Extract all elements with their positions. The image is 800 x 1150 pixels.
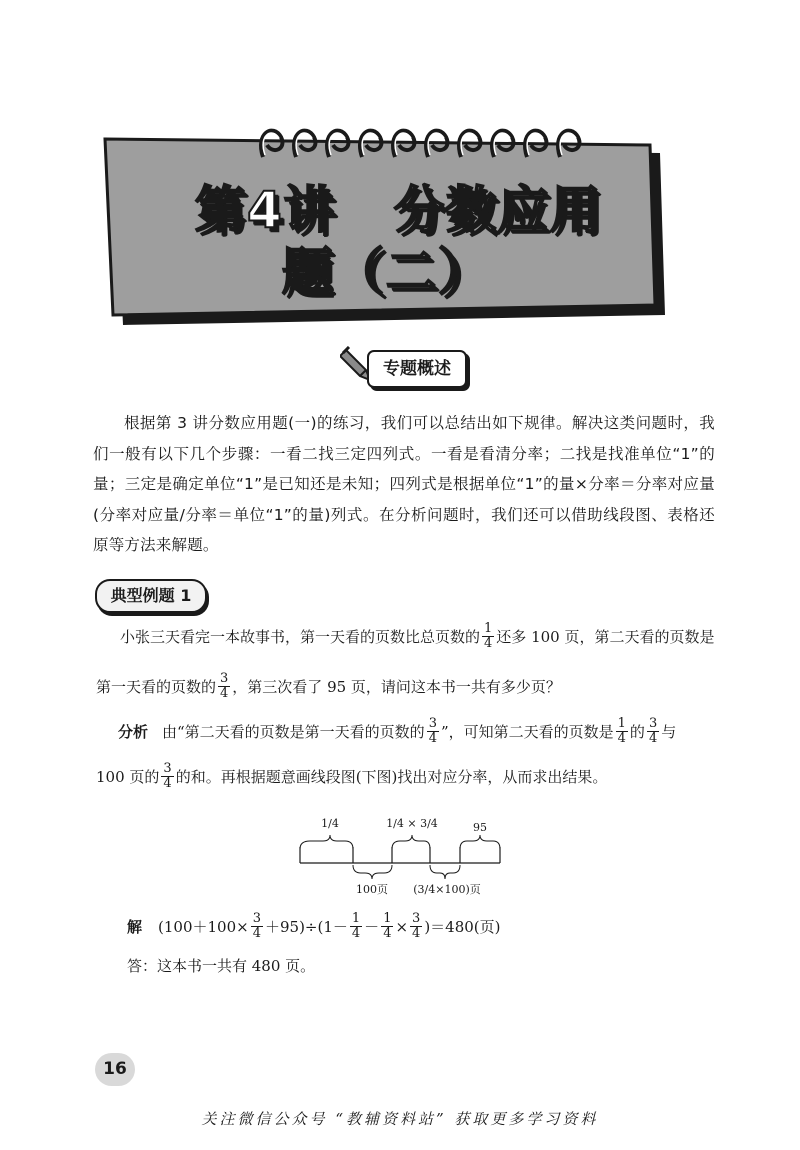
analysis-text: 的和。再根据题意画线段图(下图)找出对应分率，从而求出结果。	[175, 768, 608, 786]
brace-first-day	[300, 835, 353, 849]
fraction-denominator: 4	[648, 731, 658, 746]
fraction-denominator: 4	[220, 686, 229, 701]
analysis-text: 100 页的	[96, 768, 160, 786]
fraction	[647, 717, 659, 746]
brace-100-pages	[353, 865, 392, 879]
analysis-text: 由“第二天看的页数是第一天看的页数的	[162, 723, 425, 741]
fraction-denominator: 4	[351, 926, 361, 941]
analysis-text: 的	[629, 723, 645, 741]
fraction	[410, 912, 422, 941]
fraction-denominator: 4	[383, 926, 392, 941]
fraction-denominator: 4	[252, 926, 261, 941]
solution-label: 解	[127, 918, 143, 936]
solution-line	[127, 912, 501, 941]
segment-diagram	[295, 815, 510, 910]
fraction-numerator: 3	[220, 671, 229, 686]
diagram-top-label-3: 95	[473, 821, 487, 834]
fraction-numerator: 3	[648, 716, 658, 731]
solution-text: －	[364, 918, 380, 936]
brace-extra-pages	[430, 865, 460, 879]
fraction	[616, 717, 628, 746]
brace-third-day	[460, 835, 500, 849]
solution-text: ＋95)÷(1－	[264, 918, 348, 936]
problem-text: 第一天看的页数的	[96, 678, 217, 696]
diagram-top-label-1: 1/4	[321, 817, 339, 830]
solution-text: ×	[395, 917, 409, 936]
fraction-numerator: 3	[428, 716, 437, 731]
footer-note: 关注微信公众号 “教辅资料站” 获取更多学习资料	[201, 1110, 599, 1128]
analysis-text: 与	[661, 723, 677, 741]
fraction-denominator: 4	[412, 926, 421, 941]
fraction-denominator: 4	[428, 731, 437, 746]
fraction-numerator: 1	[617, 716, 626, 731]
fraction	[381, 912, 393, 941]
answer-line: 答：这本书一共有 480 页。	[127, 957, 316, 975]
fraction	[427, 717, 439, 746]
analysis-line-1	[118, 717, 676, 746]
solution-text: (100＋100×	[158, 918, 249, 936]
fraction-numerator: 3	[412, 911, 421, 926]
problem-line-2	[96, 672, 561, 701]
fraction-numerator: 1	[351, 911, 361, 926]
analysis-text: ”，可知第二天看的页数是	[440, 723, 614, 741]
fraction-denominator: 4	[484, 636, 493, 651]
problem-text: 还多 100 页，第二天看的页数是	[496, 628, 715, 646]
page-number: 16	[95, 1053, 135, 1086]
problem-text: ，第三次看了 95 页，请问这本书一共有多少页？	[232, 678, 561, 696]
fraction	[350, 912, 362, 941]
analysis-line-2	[96, 762, 607, 791]
solution-text: )＝480(页)	[424, 918, 501, 936]
fraction	[251, 912, 263, 941]
overview-paragraph: 根据第 3 讲分数应用题(一)的练习，我们可以总结出如下规律。解决这类问题时，我们一般有以下几个步骤：一看二找三定四列式。一看是看清分率；二找是找准单位“1”的量；三定是确定单位“1”是已知还是未知；四列式是根据单位“1”的量×分率＝分率对应量(分率对应量/分率＝单位“1”的量)列式。在分析问题时，我们还可以借助线段图、表格还原等方法来解题。	[93, 414, 715, 554]
fraction-numerator: 1	[484, 621, 493, 636]
fraction-denominator: 4	[617, 731, 626, 746]
fraction-numerator: 3	[252, 911, 261, 926]
problem-line-1	[120, 622, 714, 651]
fraction-numerator: 1	[383, 911, 392, 926]
fraction	[482, 622, 494, 651]
diagram-top-label-2: 1/4 × 3/4	[386, 817, 438, 830]
brace-second-day	[392, 835, 430, 849]
problem-text: 小张三天看完一本故事书，第一天看的页数比总页数的	[120, 628, 481, 646]
overview-heading: 专题概述	[367, 350, 467, 388]
fraction-denominator: 4	[163, 776, 172, 791]
diagram-bottom-label-2: (3/4×100)页	[413, 883, 481, 896]
fraction-numerator: 3	[163, 761, 172, 776]
chapter-title-line-1: 第4讲 分数应用	[195, 181, 603, 239]
fraction	[218, 672, 230, 701]
example-badge: 典型例题 1	[95, 579, 207, 613]
fraction	[161, 762, 173, 791]
analysis-label: 分析	[118, 723, 149, 741]
chapter-title-line-2: 题（二）	[282, 243, 490, 301]
diagram-bottom-label-1: 100页	[356, 883, 388, 896]
